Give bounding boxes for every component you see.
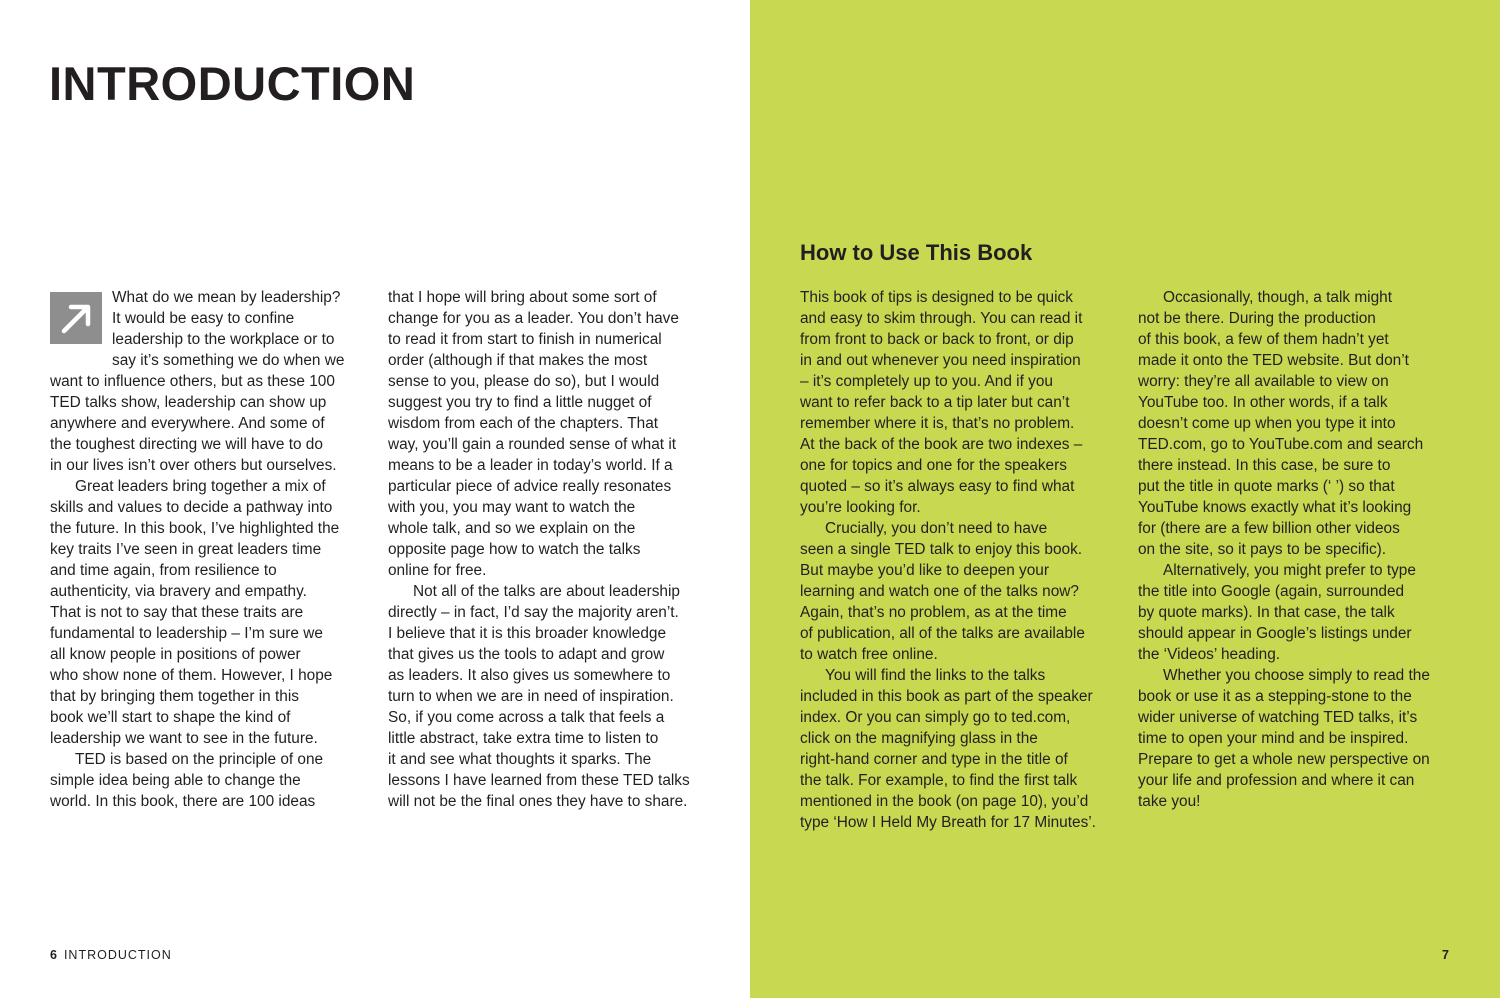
text-line: it and see what thoughts it sparks. The bbox=[388, 751, 652, 768]
text-line: directly – in fact, I’d say the majority aren’t. bbox=[388, 604, 679, 621]
text-line: type ‘How I Held My Breath for 17 Minutes’. bbox=[800, 814, 1096, 831]
text-line: authenticity, via bravery and empathy. bbox=[50, 583, 307, 600]
text-line: who show none of them. However, I hope bbox=[50, 667, 333, 684]
text-line: Again, that’s no problem, as at the time bbox=[800, 604, 1067, 621]
text-line: should appear in Google’s listings under bbox=[1138, 625, 1412, 642]
text-line: of this book, a few of them hadn’t yet bbox=[1138, 331, 1389, 348]
text-line: TED is based on the principle of one bbox=[75, 751, 324, 768]
text-line: This book of tips is designed to be quick bbox=[800, 289, 1073, 306]
text-line: included in this book as part of the speaker bbox=[800, 688, 1093, 705]
body-column-4 bbox=[1138, 287, 1430, 812]
text-line: little abstract, take extra time to listen to bbox=[388, 730, 659, 747]
text-line: by quote marks). In that case, the talk bbox=[1138, 604, 1395, 621]
text-line: fundamental to leadership – I’m sure we bbox=[50, 625, 323, 642]
text-line: That is not to say that these traits are bbox=[50, 604, 304, 621]
text-line: leadership to the workplace or to bbox=[112, 331, 335, 348]
text-line: will not be the final ones they have to share. bbox=[388, 793, 688, 810]
text-line: world. In this book, there are 100 ideas bbox=[50, 793, 316, 810]
text-line: TED talks show, leadership can show up bbox=[50, 394, 327, 411]
text-line: in our lives isn’t over others but ourselves. bbox=[50, 457, 337, 474]
text-line: learning and watch one of the talks now? bbox=[800, 583, 1079, 600]
text-line: You will find the links to the talks bbox=[825, 667, 1046, 684]
text-line: way, you’ll gain a rounded sense of what it bbox=[388, 436, 677, 453]
text-line: Not all of the talks are about leadership bbox=[413, 583, 680, 600]
text-line: the title into Google (again, surrounded bbox=[1138, 583, 1405, 600]
text-line: with you, you may want to watch the bbox=[388, 499, 636, 516]
text-line: that by bringing them together in this bbox=[50, 688, 299, 705]
text-line: that gives us the tools to adapt and grow bbox=[388, 646, 665, 663]
text-line: lessons I have learned from these TED talks bbox=[388, 772, 690, 789]
text-line: put the title in quote marks (‘ ’) so that bbox=[1138, 478, 1395, 495]
text-line: TED.com, go to YouTube.com and search bbox=[1138, 436, 1424, 453]
text-line: opposite page how to watch the talks bbox=[388, 541, 641, 558]
text-line: seen a single TED talk to enjoy this book. bbox=[800, 541, 1083, 558]
section-heading: How to Use This Book bbox=[800, 240, 1033, 265]
text-line: I believe that it is this broader knowledge bbox=[388, 625, 667, 642]
text-line: But maybe you’d like to deepen your bbox=[800, 562, 1049, 579]
text-line: click on the magnifying glass in the bbox=[800, 730, 1038, 747]
text-line: to read it from start to finish in numerical bbox=[388, 331, 662, 348]
body-column-3 bbox=[800, 287, 1096, 833]
text-line: book we’ll start to shape the kind of bbox=[50, 709, 291, 726]
left-footer bbox=[50, 948, 172, 962]
text-line: whole talk, and so we explain on the bbox=[388, 520, 636, 537]
text-line: the ‘Videos’ heading. bbox=[1138, 646, 1281, 663]
text-line: want to refer back to a tip later but can’t bbox=[800, 394, 1070, 411]
text-line: in and out whenever you need inspiration bbox=[800, 352, 1081, 369]
text-line: and time again, from resilience to bbox=[50, 562, 277, 579]
text-line: At the back of the book are two indexes – bbox=[800, 436, 1083, 453]
text-line: for (there are a few billion other videos bbox=[1138, 520, 1400, 537]
text-line: YouTube knows exactly what it’s looking bbox=[1138, 499, 1412, 516]
text-line: right-hand corner and type in the title of bbox=[800, 751, 1068, 768]
text-line: leadership we want to see in the future. bbox=[50, 730, 318, 747]
text-line: of publication, all of the talks are available bbox=[800, 625, 1085, 642]
text-line: particular piece of advice really resonates bbox=[388, 478, 672, 495]
text-line: take you! bbox=[1138, 793, 1201, 810]
text-line: Prepare to get a whole new perspective on bbox=[1138, 751, 1430, 768]
text-line: made it onto the TED website. But don’t bbox=[1138, 352, 1409, 369]
text-line: on the site, so it pays to be specific). bbox=[1138, 541, 1387, 558]
text-line: It would be easy to confine bbox=[112, 310, 295, 327]
text-line: turn to when we are in need of inspiration. bbox=[388, 688, 674, 705]
text-line: your life and profession and where it can bbox=[1138, 772, 1415, 789]
body-column-2 bbox=[388, 287, 690, 812]
text-line: Whether you choose simply to read the bbox=[1163, 667, 1430, 684]
text-line: not be there. During the production bbox=[1138, 310, 1376, 327]
text-line: remember where it is, that’s no problem. bbox=[800, 415, 1075, 432]
right-footer bbox=[1442, 948, 1456, 962]
text-line: say it’s something we do when we bbox=[112, 352, 345, 369]
text-line: the toughest directing we will have to do bbox=[50, 436, 323, 453]
text-line: quoted – so it’s always easy to find what bbox=[800, 478, 1075, 495]
text-line: So, if you come across a talk that feels a bbox=[388, 709, 665, 726]
text-line: anywhere and everywhere. And some of bbox=[50, 415, 325, 432]
page-number: 7 bbox=[1442, 948, 1450, 962]
text-line: index. Or you can simply go to ted.com, bbox=[800, 709, 1071, 726]
text-line: Occasionally, though, a talk might bbox=[1163, 289, 1392, 306]
text-line: worry: they’re all available to view on bbox=[1138, 373, 1389, 390]
text-line: want to influence others, but as these 100 bbox=[50, 373, 335, 390]
text-line: Alternatively, you might prefer to type bbox=[1163, 562, 1416, 579]
text-line: as leaders. It also gives us somewhere to bbox=[388, 667, 671, 684]
text-line: time to open your mind and be inspired. bbox=[1138, 730, 1409, 747]
text-line: mentioned in the book (on page 10), you’d bbox=[800, 793, 1089, 810]
text-line: online for free. bbox=[388, 562, 487, 579]
text-line: wider universe of watching TED talks, it’s bbox=[1138, 709, 1418, 726]
text-line: simple idea being able to change the bbox=[50, 772, 301, 789]
body-column-1 bbox=[50, 287, 344, 812]
text-line: all know people in positions of power bbox=[50, 646, 301, 663]
text-line: and easy to skim through. You can read it bbox=[800, 310, 1083, 327]
text-line: the talk. For example, to find the first talk bbox=[800, 772, 1078, 789]
text-line: doesn’t come up when you type it into bbox=[1138, 415, 1396, 432]
text-line: Crucially, you don’t need to have bbox=[825, 520, 1048, 537]
text-line: order (although if that makes the most bbox=[388, 352, 648, 369]
text-line: change for you as a leader. You don’t have bbox=[388, 310, 679, 327]
text-line: – it’s completely up to you. And if you bbox=[800, 373, 1053, 390]
text-line: wisdom from each of the chapters. That bbox=[388, 415, 659, 432]
text-line: What do we mean by leadership? bbox=[112, 289, 341, 306]
running-head: INTRODUCTION bbox=[63, 948, 172, 962]
text-line: there instead. In this case, be sure to bbox=[1138, 457, 1391, 474]
page-number: 6 bbox=[50, 948, 58, 962]
text-line: key traits I’ve seen in great leaders time bbox=[50, 541, 322, 558]
page-title: INTRODUCTION bbox=[49, 57, 416, 110]
text-line: to watch free online. bbox=[800, 646, 938, 663]
text-line: you’re looking for. bbox=[800, 499, 921, 516]
text-line: suggest you try to find a little nugget of bbox=[388, 394, 652, 411]
text-line: one for topics and one for the speakers bbox=[800, 457, 1067, 474]
text-line: YouTube too. In other words, if a talk bbox=[1138, 394, 1388, 411]
text-line: that I hope will bring about some sort of bbox=[388, 289, 657, 306]
text-line: the future. In this book, I’ve highlighted the bbox=[50, 520, 340, 537]
text-line: sense to you, please do so), but I would bbox=[388, 373, 660, 390]
text-line: skills and values to decide a pathway into bbox=[50, 499, 333, 516]
text-line: book or use it as a stepping-stone to the bbox=[1138, 688, 1412, 705]
text-line: means to be a leader in today’s world. If a bbox=[388, 457, 673, 474]
text-line: Great leaders bring together a mix of bbox=[75, 478, 326, 495]
text-line: from front to back or back to front, or dip bbox=[800, 331, 1074, 348]
